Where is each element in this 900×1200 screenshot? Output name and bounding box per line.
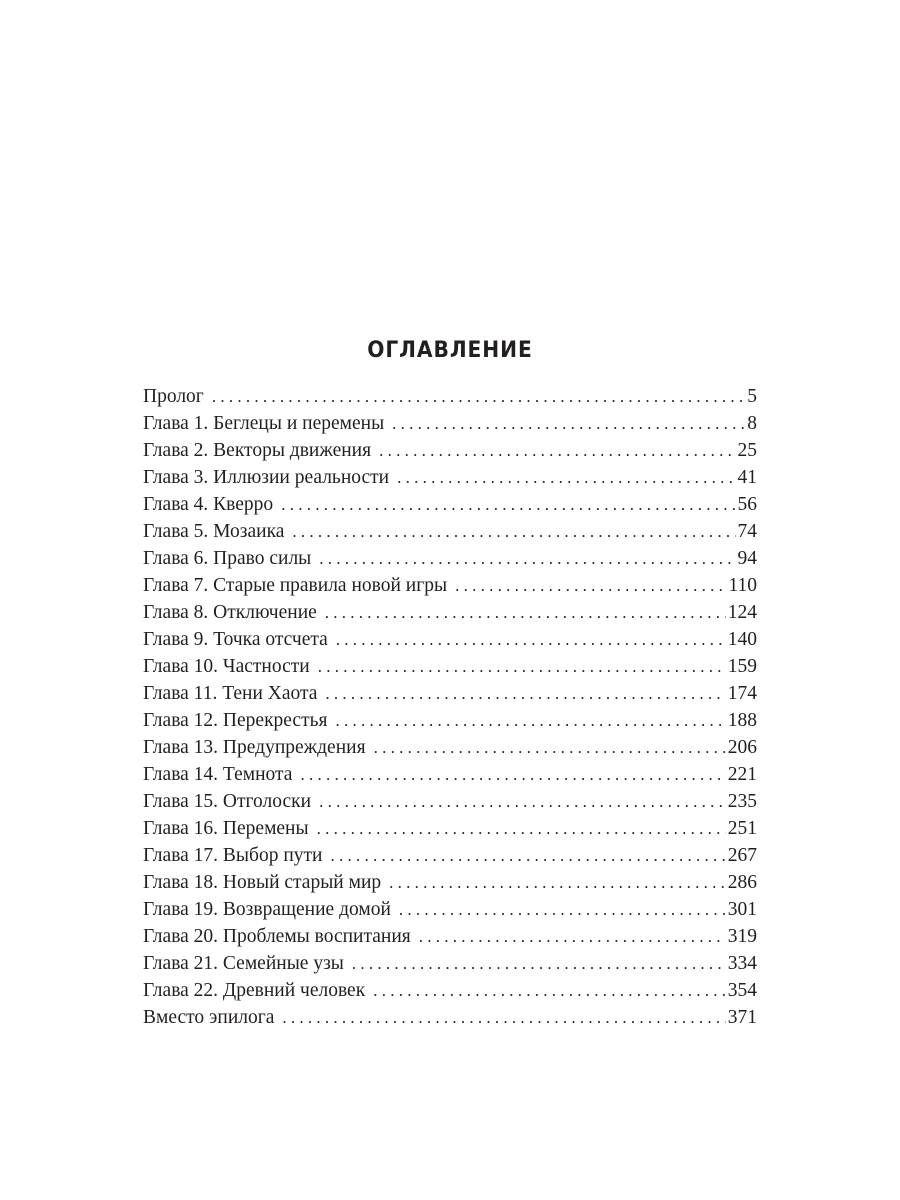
toc-entry-page-number: 140 [727, 629, 757, 650]
toc-entry-page-number: 371 [727, 1007, 757, 1028]
toc-entry-label: Глава 5. Мозаика [143, 521, 285, 542]
toc-entry-label: Глава 15. Отголоски [143, 791, 312, 812]
toc-entry-label: Глава 19. Возвращение домой [143, 899, 391, 920]
toc-entry-page-number: 124 [727, 602, 757, 623]
toc-entry-page-number: 94 [737, 548, 757, 569]
toc-dot-leader [399, 896, 726, 923]
toc-entry [143, 464, 757, 491]
toc-entry [143, 626, 757, 653]
toc-entry [143, 734, 757, 761]
toc-entry-label: Глава 18. Новый старый мир [143, 872, 382, 893]
toc-entry-label: Глава 6. Право силы [143, 548, 312, 569]
toc-entry-page-number: 159 [727, 656, 757, 677]
toc-entry [143, 977, 757, 1004]
toc-entry [143, 491, 757, 518]
toc-dot-leader [292, 518, 735, 545]
toc-dot-leader [318, 653, 726, 680]
toc-entry-page-number: 188 [727, 710, 757, 731]
toc-entry-page-number: 354 [727, 980, 757, 1001]
toc-entry-page-number: 251 [727, 818, 757, 839]
toc-entry [143, 896, 757, 923]
toc-dot-leader [397, 464, 735, 491]
toc-entry-page-number: 25 [737, 440, 757, 461]
toc-entry-label: Глава 2. Векторы движения [143, 440, 372, 461]
toc-entry-label: Глава 13. Предупреждения [143, 737, 366, 758]
toc-entry [143, 680, 757, 707]
toc-entry-page-number: 301 [727, 899, 757, 920]
toc-entry [143, 410, 757, 437]
toc-dot-leader [379, 437, 735, 464]
toc-dot-leader [282, 1004, 725, 1031]
toc-entry-page-number: 74 [737, 521, 757, 542]
toc-entry-page-number: 41 [737, 467, 757, 488]
toc-dot-leader [330, 842, 725, 869]
toc-dot-leader [317, 815, 726, 842]
toc-entry-label: Глава 21. Семейные узы [143, 953, 344, 974]
toc-entry-label: Глава 9. Точка отсчета [143, 629, 328, 650]
toc-entry-label: Вместо эпилога [143, 1007, 275, 1028]
toc-title: ОГЛАВЛЕНИЕ [367, 338, 533, 363]
toc-entry-label: Глава 10. Частности [143, 656, 310, 677]
toc-dot-leader [335, 707, 725, 734]
toc-entry [143, 599, 757, 626]
toc-entry-label: Глава 20. Проблемы воспитания [143, 926, 411, 947]
toc-entry-label: Глава 7. Старые правила новой игры [143, 575, 448, 596]
toc-entry-page-number: 56 [737, 494, 757, 515]
toc-dot-leader [374, 734, 726, 761]
toc-dot-leader [319, 788, 726, 815]
toc-entry-label: Глава 11. Тени Хаота [143, 683, 318, 704]
toc-entry-page-number: 235 [727, 791, 757, 812]
toc-entry-page-number: 221 [727, 764, 757, 785]
toc-entry [143, 572, 757, 599]
toc-dot-leader [373, 977, 726, 1004]
toc-dot-leader [300, 761, 725, 788]
toc-entry-page-number: 5 [747, 386, 757, 407]
toc-entry [143, 1004, 757, 1031]
toc-entry-label: Глава 8. Отключение [143, 602, 317, 623]
toc-entry [143, 653, 757, 680]
toc-dot-leader [389, 869, 726, 896]
toc-entry-label: Глава 17. Выбор пути [143, 845, 323, 866]
toc-entry [143, 707, 757, 734]
toc-entry [143, 950, 757, 977]
toc-entry-page-number: 334 [727, 953, 757, 974]
toc-entry-label: Глава 4. Кверро [143, 494, 274, 515]
toc-entry [143, 923, 757, 950]
toc-entry-label: Пролог [143, 386, 204, 407]
toc-entry-page-number: 110 [728, 575, 757, 596]
toc-dot-leader [336, 626, 726, 653]
toc-entry [143, 761, 757, 788]
toc-dot-leader [212, 383, 745, 410]
toc-entry-label: Глава 12. Перекрестья [143, 710, 328, 731]
toc-entry-page-number: 319 [727, 926, 757, 947]
toc-entry [143, 518, 757, 545]
toc-entry-page-number: 267 [727, 845, 757, 866]
toc-list [143, 383, 757, 1031]
toc-dot-leader [319, 545, 735, 572]
toc-entry-page-number: 8 [747, 413, 757, 434]
toc-dot-leader [419, 923, 726, 950]
toc-entry-label: Глава 1. Беглецы и перемены [143, 413, 385, 434]
toc-entry [143, 545, 757, 572]
toc-entry [143, 437, 757, 464]
toc-entry-label: Глава 14. Темнота [143, 764, 293, 785]
toc-entry [143, 383, 757, 410]
toc-entry-page-number: 206 [727, 737, 757, 758]
toc-dot-leader [281, 491, 735, 518]
toc-entry [143, 869, 757, 896]
toc-entry [143, 815, 757, 842]
toc-entry-page-number: 286 [727, 872, 757, 893]
toc-dot-leader [352, 950, 726, 977]
toc-dot-leader [392, 410, 745, 437]
toc-entry [143, 842, 757, 869]
toc-dot-leader [325, 599, 726, 626]
toc-entry-label: Глава 16. Перемены [143, 818, 309, 839]
toc-entry-label: Глава 3. Иллюзии реальности [143, 467, 390, 488]
toc-entry [143, 788, 757, 815]
toc-dot-leader [455, 572, 726, 599]
toc-entry-label: Глава 22. Древний человек [143, 980, 366, 1001]
toc-dot-leader [325, 680, 725, 707]
toc-entry-page-number: 174 [727, 683, 757, 704]
